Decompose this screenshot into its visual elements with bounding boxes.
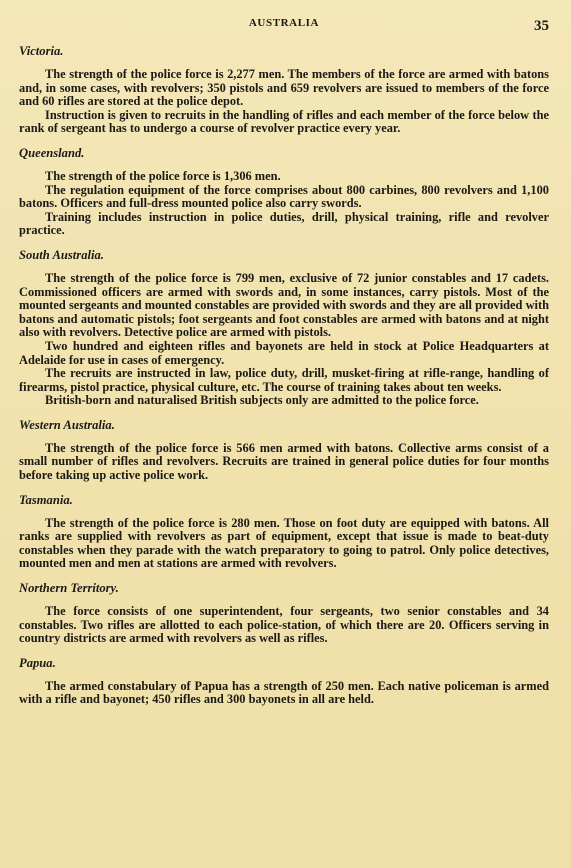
paragraph: The strength of the police force is 799 men, exclusive of 72 junior constables and 17 cadets. Commissioned officers are armed with swords and, in some instances, carry pistols. Most of the mounted sergeants and mounted constables are provided with swords and they are all provided with batons and automatic pistols; foot sergeants and foot constables are armed with batons and at night also with revolvers. Detective police are armed with pistols. (19, 270, 549, 340)
section-heading: Queensland. (19, 145, 85, 160)
section-south-australia (19, 248, 549, 408)
paragraph: The regulation equipment of the force comprises about 800 carbines, 800 revolvers and 1,100 batons. Officers and full-dress mounted police also carry swords. (19, 182, 549, 211)
running-header (19, 8, 549, 34)
paragraph: The force consists of one superintendent, four sergeants, two senior constables and 34 constables. Two rifles are allotted to each police-station, of which there are 20. Officers serving in country districts are armed with revolvers as well as rifles. (19, 604, 549, 646)
section-heading: Western Australia. (19, 417, 115, 432)
paragraph: Two hundred and eighteen rifles and bayonets are held in stock at Police Headquarters at Adelaide for use in cases of emergency. (19, 338, 549, 367)
paragraph: The strength of the police force is 566 men armed with batons. Collective arms consist of a small number of rifles and revolvers. Recruits are trained in general police duties for four months before taking up active police work. (19, 440, 549, 483)
running-title: AUSTRALIA (248, 17, 320, 29)
paragraph: The strength of the police force is 1,306 men. (45, 168, 281, 183)
paragraph: British-born and naturalised British subjects only are admitted to the police force. (45, 393, 479, 408)
section-heading: Northern Territory. (19, 581, 119, 596)
section-western-australia (19, 418, 549, 483)
section-queensland (19, 146, 549, 238)
paragraph: The recruits are instructed in law, police duty, drill, musket-firing at rifle-range, handling of firearms, pistol practice, physical culture, etc. The course of training takes about ten weeks. (19, 366, 549, 394)
section-northern-territory (19, 581, 549, 646)
paragraph: Instruction is given to recruits in the handling of rifles and each member of the force below the rank of sergeant has to undergo a course of revolver practice every year. (19, 107, 549, 136)
section-heading: Papua. (19, 655, 56, 670)
paragraph: The armed constabulary of Papua has a strength of 250 men. Each native policeman is armed with a rifle and bayonet; 450 rifles and 300 bayonets in all are held. (19, 678, 549, 707)
paragraph: The strength of the police force is 2,277 men. The members of the force are armed with batons and, in some cases, with revolvers; 350 pistols and 659 revolvers are issued to members of the force and 60 rifles are stored at the police depot. (19, 67, 549, 109)
section-tasmania (19, 493, 549, 571)
paragraph: Training includes instruction in police duties, drill, physical training, rifle and revolver practice. (19, 209, 549, 238)
paragraph: The strength of the police force is 280 men. Those on foot duty are equipped with batons. All ranks are supplied with revolvers as part of equipment, except that issue is made to beat-duty constables when they parade with the watch preparatory to going to patrol. Only police detectives, mounted men and men at stations are armed with revolvers. (19, 515, 549, 571)
section-heading: Tasmania. (19, 492, 73, 507)
section-papua (19, 656, 549, 707)
section-victoria (19, 44, 549, 136)
page-number: 35 (534, 18, 549, 34)
section-heading: Victoria. (19, 44, 64, 58)
section-heading: South Australia. (19, 247, 104, 262)
